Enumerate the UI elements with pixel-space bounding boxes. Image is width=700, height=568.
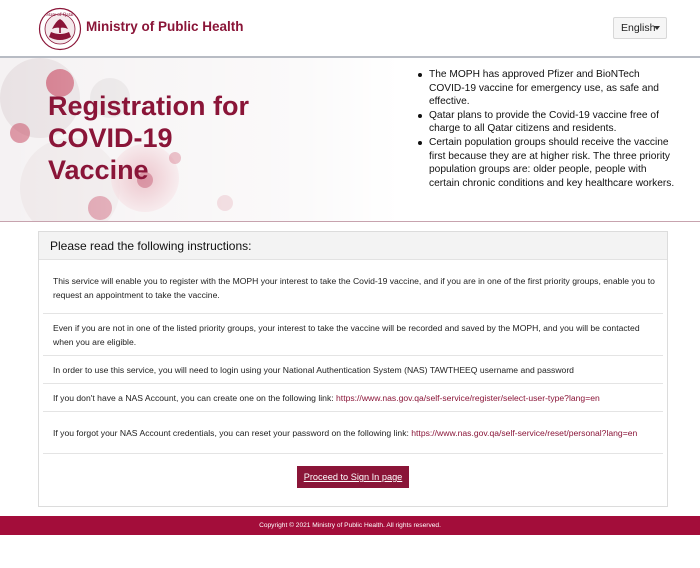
nas-reset-link[interactable]: https://www.nas.gov.qa/self-service/reset/personal?lang=en: [411, 427, 638, 438]
top-header: [0, 0, 700, 58]
language-dropdown[interactable]: [613, 17, 667, 39]
instruction-text: This service will enable you to register with the MOPH your interest to take the Covid-19 vaccine, and if you are in one of the first priority groups, enable you to request an appointment to take the vaccine.: [53, 275, 655, 300]
instruction-text: Even if you are not in one of the listed priority groups, your interest to take the vaccine will be recorded and saved by the MOPH, and you will be contacted when you are eligible.: [53, 322, 640, 347]
instruction-text: [53, 426, 637, 440]
page-title: [48, 90, 249, 186]
brand-name[interactable]: Ministry of Public Health: [86, 19, 244, 34]
instruction-item: [43, 356, 663, 384]
instruction-text-lead: If you forgot your NAS Account credentials, you can reset your password on the following link:: [53, 427, 412, 438]
title-line-3: Vaccine: [48, 155, 149, 185]
nas-register-link[interactable]: https://www.nas.gov.qa/self-service/register/select-user-type?lang=en: [336, 392, 600, 403]
instruction-text: [53, 391, 600, 405]
instructions-list: [43, 262, 663, 454]
fact-item: Qatar plans to provide the Covid-19 vaccine free of charge to all Qatar citizens and residents.: [418, 109, 678, 136]
logo-lettering: State of Qatar: [46, 13, 74, 18]
instruction-text-lead: If you don't have a NAS Account, you can create one on the following link:: [53, 392, 337, 403]
instruction-text: In order to use this service, you will need to login using your National Authentication System (NAS) TAWTHEEQ username and password: [53, 364, 574, 375]
instructions-heading: Please read the following instructions:: [39, 232, 667, 260]
footer-copyright: Copyright © 2021 Ministry of Public Health. All rights reserved.: [0, 516, 700, 535]
ministry-logo[interactable]: [38, 7, 82, 51]
title-line-1: Registration for: [48, 91, 250, 121]
fact-item: Certain population groups should receive the vaccine first because they are at higher risk. The three priority population groups are: older people, people with certain chronic conditions and key healthcare workers.: [418, 136, 678, 190]
caret-down-icon: [654, 26, 660, 30]
instruction-item: [43, 412, 663, 454]
fact-item: The MOPH has approved Pfizer and BioNTech COVID-19 vaccine for emergency use, as safe and effective.: [418, 68, 678, 109]
hero-banner: [0, 58, 700, 222]
title-line-2: COVID-19: [48, 123, 173, 153]
language-label: English: [621, 22, 656, 34]
instruction-item: [43, 314, 663, 356]
proceed-sign-in-button[interactable]: Proceed to Sign In page: [297, 466, 409, 488]
vaccine-facts-list: [418, 68, 678, 190]
instruction-item: [43, 262, 663, 314]
instruction-item: [43, 384, 663, 412]
